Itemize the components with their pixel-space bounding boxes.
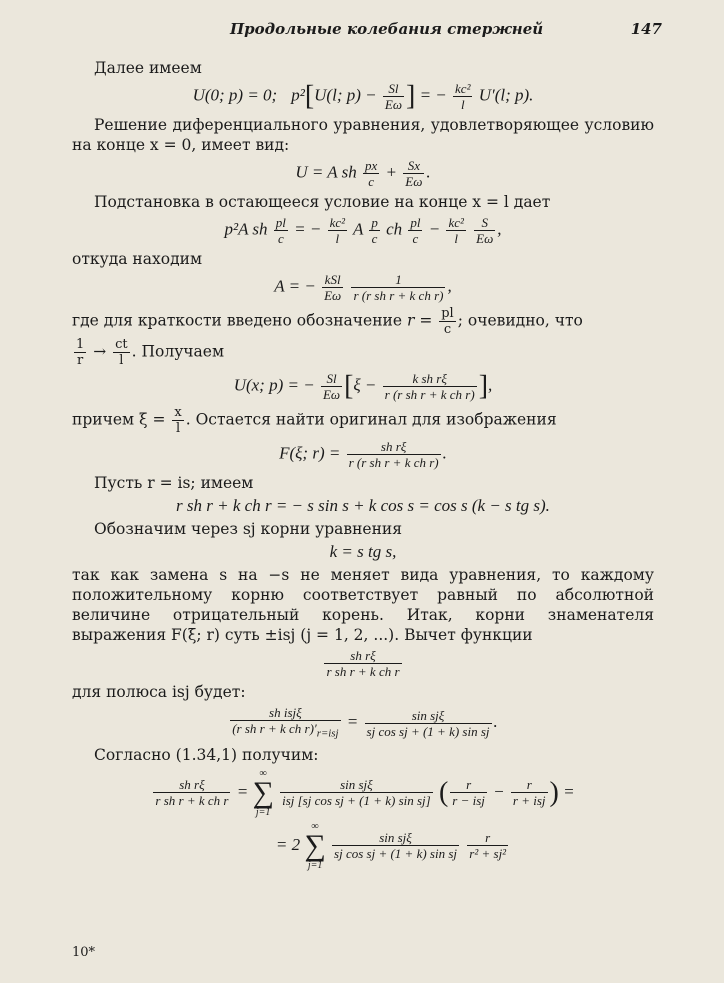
paragraph-6: причем ξ = $\frac{x}{l}$ . Остается найти оригинал для изображения	[72, 405, 557, 436]
paragraph-10: для полюса isj будет:	[72, 683, 246, 701]
formula-boundary: U(0; p) = 0; p²[U(l; p) − $\frac{Sl}{E\omega}$ ] = − $\frac{\text{kc²}}{l}$ U′(l; p).	[192, 80, 534, 112]
signature-mark: 10*	[72, 945, 96, 960]
page-body	[72, 58, 654, 874]
running-title: Продольные колебания стержней	[230, 20, 544, 38]
paragraph-3: Подстановка в остающееся условие на конце x = l дает	[94, 193, 551, 211]
formula-a: A = − $\frac{\text{kSl}}{E\omega}$ $\frac{1}{\text{r (r sh r + k ch r)}}$ ,	[274, 272, 452, 303]
formula-residue: $\frac{\text{sh isjξ}}{(r sh r + k ch r)'_{r=isj}}$ = $\frac{\text{sin sjξ}}{\text{sj cos sj + (1 + k) sin sj}}$ .	[232, 705, 498, 740]
formula-u: U(x; p) = − $\frac{Sl}{E\omega}$ [ξ − $\frac{\text{k sh rξ}}{\text{r (r sh r + k ch r)}}$ ],	[233, 370, 493, 402]
paragraph-8: Обозначим через sj корни уравнения	[94, 520, 403, 538]
paragraph-7: Пусть r = is; имеем	[94, 474, 254, 492]
paragraph-9: так как замена s на −s не меняет вида уравнения, то каждому положительному корню соответствует равный по абсолютной величине отрицательный корень. Итак, корни знаменателя выражения F(ξ; r) суть ±isj (j = 1, 2, ...). Вычет функции	[72, 566, 654, 644]
paragraph-11: Согласно (1.34,1) получим:	[94, 745, 319, 764]
formula-series-2: = 2 ∞ ∑ j=1 $\frac{\text{sin sjξ}}{\text{sj cos sj + (1 + k) sin sj}}$ $\frac{r}{\text{r² + sj²}}$	[275, 820, 507, 871]
formula-substitution: p²A sh $\frac{pl}{c}$ = − $\frac{\text{kc²}}{l}$ A $\frac{p}{c}$ ch $\frac{pl}{c}$ − $\frac{\text{kc²}}{l}$ $\frac{S}{E\omega}$ ,	[224, 215, 502, 246]
paragraph-2: Решение диференциального уравнения, удовлетворяющее условию на конце x = 0, имеет вид:	[72, 116, 654, 154]
paragraph-5: где для краткости введено обозначение r = $\frac{pl}{c}$ ; очевидно, что $\frac{1}{r}$ → $\frac{ct}{l}$ . Получаем	[72, 306, 583, 368]
formula-roots: k = s tg s,	[329, 542, 397, 561]
formula-solution: U = A sh $\frac{px}{c}$ + $\frac{Sx}{E\omega}$ .	[295, 158, 431, 189]
paragraph-4: откуда находим	[72, 250, 203, 268]
page-number: 147	[630, 20, 662, 38]
paragraph-1: Далее имеем	[94, 59, 202, 77]
formula-residue-function: $\frac{\text{sh rξ}}{\text{r sh r + k ch r}}$	[326, 648, 400, 679]
formula-substitution-is: r sh r + k ch r = − s sin s + k cos s = cos s (k − s tg s).	[176, 496, 550, 515]
formula-f: F(ξ; r) = $\frac{\text{sh rξ}}{\text{r (r sh r + k ch r)}}$ .	[279, 439, 447, 470]
formula-series-1: $\frac{\text{sh rξ}}{\text{r sh r + k ch r}}$ = ∞ ∑ j=1 $\frac{\text{sin sjξ}}{\text{isj [sj cos sj + (1 + k) sin sj]}}$ ( $\frac{r}{\text{r − isj}}$ − $\frac{r}{\text{r + isj}}$ ) =	[155, 767, 575, 818]
